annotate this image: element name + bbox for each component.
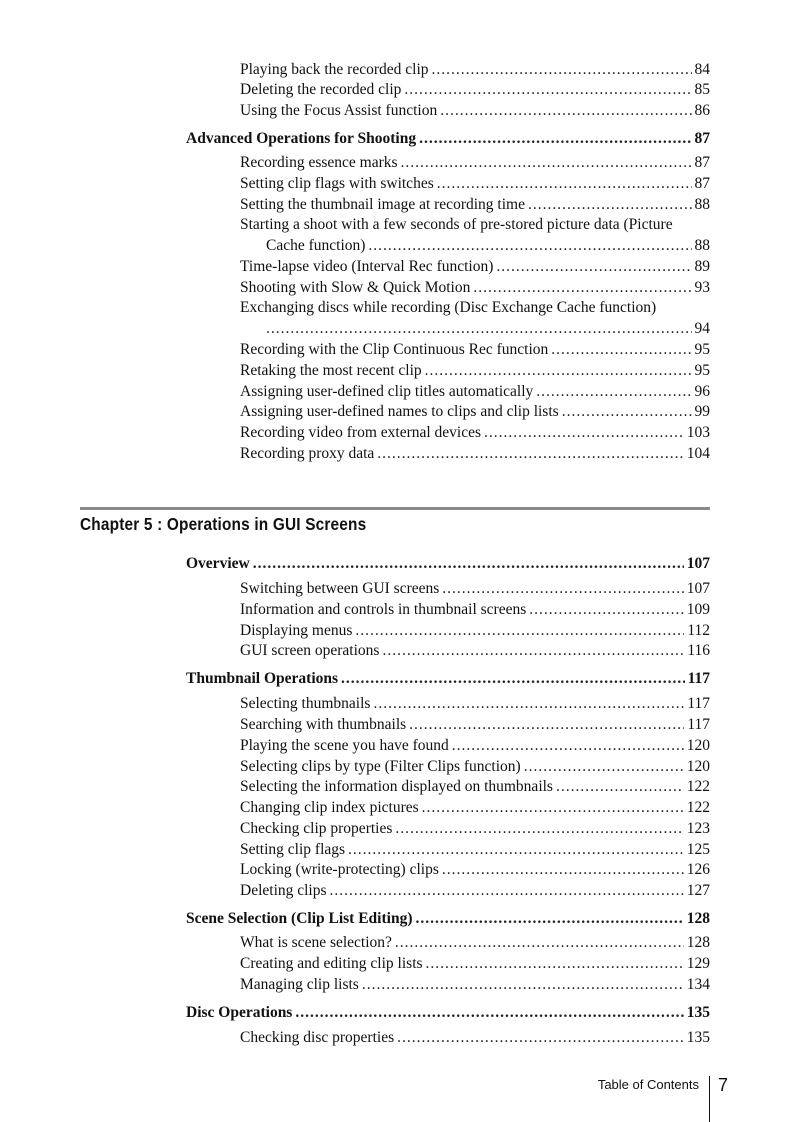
toc-entry[interactable]: [240, 954, 710, 974]
toc-section-heading[interactable]: [186, 1003, 710, 1023]
toc-entry-page: 125: [686, 841, 710, 858]
toc-entry[interactable]: [240, 757, 710, 777]
toc-entry[interactable]: [240, 80, 710, 100]
toc-heading-page: 135: [686, 1004, 710, 1021]
dot-leader: [377, 444, 683, 464]
toc-entry[interactable]: [240, 278, 710, 298]
dot-leader: [529, 600, 683, 620]
dot-leader: [409, 715, 684, 735]
dot-leader: [362, 975, 684, 995]
toc-entry-title: Recording essence marks: [240, 154, 398, 171]
toc-entry-continuation[interactable]: [266, 236, 710, 256]
toc-entry-first-line[interactable]: Starting a shoot with a few seconds of pre-stored picture data (Picture: [240, 216, 673, 233]
dot-leader: [473, 278, 691, 298]
toc-entry-continuation[interactable]: [266, 319, 710, 339]
toc-entry-page: 93: [694, 279, 710, 296]
toc-entry[interactable]: [240, 60, 710, 80]
toc-entry[interactable]: [240, 579, 710, 599]
toc-section-heading[interactable]: [186, 909, 710, 929]
toc-entry[interactable]: [240, 798, 710, 818]
footer-divider: [709, 1076, 710, 1122]
toc-entry-page: 94: [694, 320, 710, 337]
toc-entry-page: 87: [694, 154, 710, 171]
toc-entry[interactable]: [240, 777, 710, 797]
toc-entry-title: Cache function): [266, 237, 366, 254]
toc-entry-title: What is scene selection?: [240, 934, 392, 951]
toc-entry[interactable]: [240, 402, 710, 422]
toc-heading-title: Disc Operations: [186, 1004, 293, 1021]
toc-entry-page: 95: [694, 341, 710, 358]
toc-entry-title: Displaying menus: [240, 622, 353, 639]
toc-entry[interactable]: [240, 860, 710, 880]
toc-entry-title: Searching with thumbnails: [240, 716, 407, 733]
toc-entry-page: 88: [694, 196, 710, 213]
toc-entry[interactable]: [240, 340, 710, 360]
toc-entry[interactable]: [240, 715, 710, 735]
toc-entry-page: 107: [686, 580, 710, 597]
toc-entry-page: 112: [687, 622, 710, 639]
toc-section-heading[interactable]: [186, 554, 710, 574]
toc-heading-title: Scene Selection (Clip List Editing): [186, 910, 413, 927]
toc-entry-page: 123: [686, 820, 710, 837]
dot-leader: [440, 101, 691, 121]
dot-leader: [442, 579, 683, 599]
dot-leader: [551, 340, 691, 360]
toc-entry-title: Retaking the most recent clip: [240, 362, 422, 379]
toc-entry-title: Recording video from external devices: [240, 424, 482, 441]
toc-entry-title: Playing back the recorded clip: [240, 61, 429, 78]
toc-entry[interactable]: [240, 736, 710, 756]
toc-entry-page: 126: [686, 861, 710, 878]
chapter-divider: [80, 507, 710, 510]
toc-entry-title: Time-lapse video (Interval Rec function): [240, 258, 494, 275]
toc-heading-page: 107: [686, 555, 710, 572]
dot-leader: [355, 621, 684, 641]
toc-entry[interactable]: [240, 600, 710, 620]
toc-entry-title: Managing clip lists: [240, 976, 359, 993]
toc-entry-title: Using the Focus Assist function: [240, 102, 438, 119]
toc-entry[interactable]: [240, 361, 710, 381]
dot-leader: [397, 1028, 684, 1048]
toc-entry-title: Setting clip flags with switches: [240, 175, 434, 192]
toc-entry[interactable]: [240, 101, 710, 121]
dot-leader: [373, 694, 684, 714]
toc-entry-title: Shooting with Slow & Quick Motion: [240, 279, 471, 296]
toc-entry-title: Changing clip index pictures: [240, 799, 419, 816]
dot-leader: [419, 129, 691, 149]
toc-entry-page: 84: [694, 61, 710, 78]
toc-entry-page: 85: [694, 81, 710, 98]
toc-entry-page: 116: [687, 642, 710, 659]
toc-entry-page: 86: [694, 102, 710, 119]
chapter-title: Chapter 5 : Operations in GUI Screens: [80, 514, 367, 534]
toc-entry[interactable]: [240, 975, 710, 995]
dot-leader: [528, 195, 692, 215]
dot-leader: [432, 60, 692, 80]
toc-entry-title: Locking (write-protecting) clips: [240, 861, 439, 878]
toc-entry-title: Setting clip flags: [240, 841, 346, 858]
toc-entry-title: Switching between GUI screens: [240, 580, 440, 597]
toc-entry[interactable]: [240, 933, 710, 953]
toc-entry[interactable]: [240, 881, 710, 901]
toc-entry-page: 129: [686, 955, 710, 972]
dot-leader: [536, 382, 691, 402]
toc-section-heading[interactable]: [186, 669, 710, 689]
dot-leader: [404, 80, 691, 100]
toc-entry-title: Deleting the recorded clip: [240, 81, 402, 98]
toc-entry[interactable]: [240, 840, 710, 860]
dot-leader: [368, 236, 691, 256]
page-number: 7: [718, 1075, 729, 1095]
dot-leader: [426, 954, 684, 974]
toc-entry[interactable]: [240, 195, 710, 215]
dot-leader: [395, 819, 683, 839]
toc-entry-page: 120: [686, 737, 710, 754]
dot-leader: [266, 319, 692, 339]
dot-leader: [382, 641, 684, 661]
toc-entry-page: 122: [686, 778, 710, 795]
dot-leader: [348, 840, 684, 860]
toc-entry[interactable]: [240, 153, 710, 173]
toc-entry-page: 117: [687, 695, 710, 712]
toc-entry-page: 104: [686, 445, 710, 462]
toc-heading-title: Thumbnail Operations: [186, 670, 339, 687]
dot-leader: [437, 174, 692, 194]
toc-entry[interactable]: [240, 423, 710, 443]
toc-entry-title: Information and controls in thumbnail screens: [240, 601, 527, 618]
toc-entry-title: Selecting the information displayed on thumbnails: [240, 778, 553, 795]
toc-entry-page: 120: [686, 758, 710, 775]
toc-entry-page: 89: [694, 258, 710, 275]
toc-entry-page: 127: [686, 882, 710, 899]
dot-leader: [496, 257, 691, 277]
toc-entry-title: Assigning user-defined clip titles automatically: [240, 383, 534, 400]
toc-entry-title: Recording proxy data: [240, 445, 375, 462]
dot-leader: [422, 798, 684, 818]
toc-entry-title: Assigning user-defined names to clips and clip lists: [240, 403, 559, 420]
dot-leader: [442, 860, 684, 880]
toc-entry-page: 117: [687, 716, 710, 733]
toc-entry-page: 96: [694, 383, 710, 400]
toc-entry[interactable]: [240, 641, 710, 661]
dot-leader: [415, 909, 683, 929]
toc-entry-title: Deleting clips: [240, 882, 327, 899]
toc-heading-page: 128: [686, 910, 710, 927]
toc-entry-page: 135: [686, 1029, 710, 1046]
toc-entry-title: Playing the scene you have found: [240, 737, 449, 754]
dot-leader: [524, 757, 684, 777]
toc-entry-page: 87: [694, 175, 710, 192]
toc-entry-page: 134: [686, 976, 710, 993]
dot-leader: [452, 736, 684, 756]
dot-leader: [253, 554, 684, 574]
toc-entry[interactable]: [240, 694, 710, 714]
toc-entry-page: 88: [694, 237, 710, 254]
dot-leader: [295, 1003, 683, 1023]
toc-entry-page: 109: [686, 601, 710, 618]
toc-entry[interactable]: [240, 1028, 710, 1048]
toc-entry-title: Selecting thumbnails: [240, 695, 371, 712]
toc-entry-page: 103: [686, 424, 710, 441]
dot-leader: [330, 881, 684, 901]
toc-entry-title: Checking disc properties: [240, 1029, 395, 1046]
toc-entry[interactable]: [240, 382, 710, 402]
dot-leader: [425, 361, 692, 381]
toc-section-heading[interactable]: [186, 129, 710, 149]
dot-leader: [562, 402, 692, 422]
toc-heading-page: 87: [694, 130, 710, 147]
toc-entry-title: Selecting clips by type (Filter Clips function): [240, 758, 521, 775]
toc-entry-title: Recording with the Clip Continuous Rec function: [240, 341, 549, 358]
dot-leader: [556, 777, 684, 797]
dot-leader: [395, 933, 684, 953]
toc-heading-title: Overview: [186, 555, 250, 572]
toc-heading-title: Advanced Operations for Shooting: [186, 130, 417, 147]
toc-entry-title: Setting the thumbnail image at recording time: [240, 196, 525, 213]
dot-leader: [484, 423, 684, 443]
toc-entry[interactable]: [240, 444, 710, 464]
toc-entry[interactable]: [240, 819, 710, 839]
toc-entry-page: 122: [686, 799, 710, 816]
toc-entry[interactable]: [240, 174, 710, 194]
toc-entry[interactable]: [240, 257, 710, 277]
toc-heading-page: 117: [687, 670, 710, 687]
toc-entry[interactable]: [240, 621, 710, 641]
toc-entry-page: 95: [694, 362, 710, 379]
dot-leader: [341, 669, 685, 689]
toc-entry-title: Checking clip properties: [240, 820, 393, 837]
toc-entry-page: 128: [686, 934, 710, 951]
toc-entry-page: 99: [694, 403, 710, 420]
toc-entry-first-line[interactable]: Exchanging discs while recording (Disc Exchange Cache function): [240, 299, 657, 316]
toc-entry-title: GUI screen operations: [240, 642, 380, 659]
footer-label: Table of Contents: [597, 1077, 699, 1092]
dot-leader: [401, 153, 692, 173]
toc-entry-title: Creating and editing clip lists: [240, 955, 423, 972]
